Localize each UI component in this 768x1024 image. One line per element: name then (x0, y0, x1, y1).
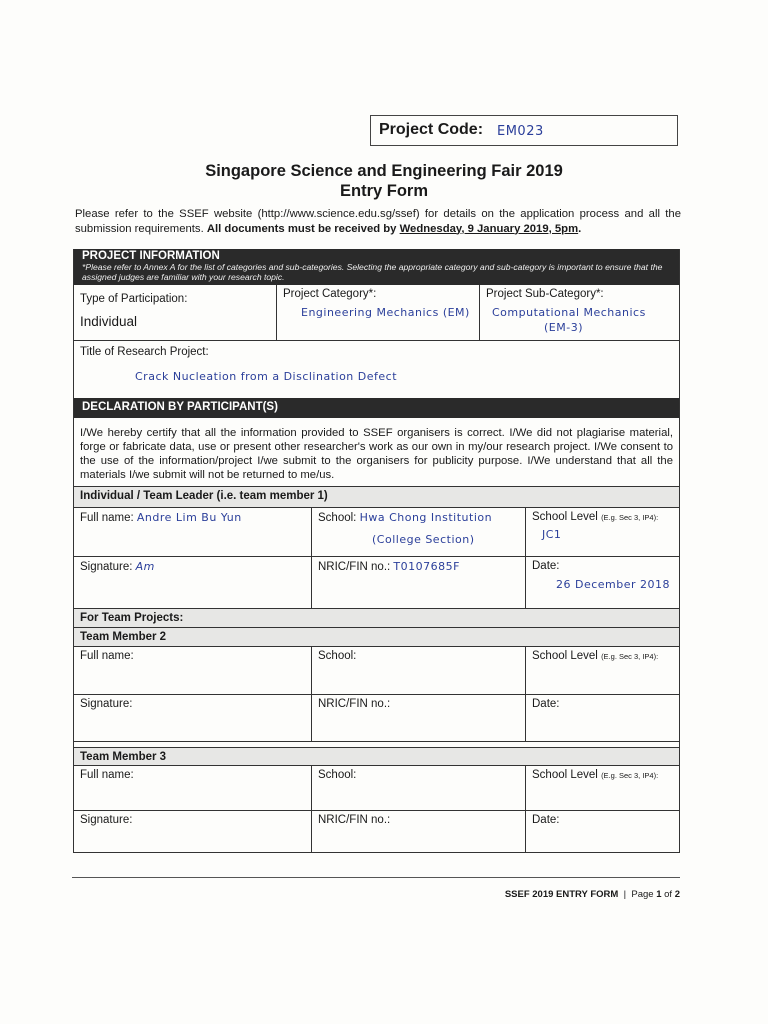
team-projects-header: For Team Projects: (74, 608, 679, 628)
leader-row-2 (74, 557, 679, 608)
footer-separator: | (623, 889, 627, 900)
member2-full-name-cell[interactable] (74, 647, 312, 694)
project-info-row (74, 285, 679, 341)
school-level-label: School Level (532, 769, 598, 781)
leader-full-name-cell[interactable] (74, 508, 312, 556)
member3-school-level-cell[interactable] (526, 766, 679, 810)
signature-label: Signature: (80, 698, 133, 710)
project-info-header (74, 249, 679, 285)
deadline: Wednesday, 9 January 2019, 5pm (399, 222, 579, 235)
school-level-hint: (E.g. Sec 3, IP4): (601, 513, 659, 522)
intro-paragraph (75, 207, 681, 236)
footer-page-word: Page (631, 889, 654, 900)
team-member-3-header: Team Member 3 (74, 747, 679, 766)
participation-cell[interactable] (74, 285, 277, 340)
category-label: Project Category*: (283, 288, 377, 300)
school-level-label: School Level (532, 511, 598, 523)
team-section (73, 608, 680, 853)
member2-school-level-cell[interactable] (526, 647, 679, 694)
footer-of-word: of (664, 889, 673, 900)
date-label: Date: (532, 698, 560, 710)
research-title-label: Title of Research Project: (80, 346, 209, 358)
leader-signature: Am (135, 560, 155, 573)
subcategory-label: Project Sub-Category*: (486, 288, 604, 300)
date-label: Date: (532, 560, 560, 572)
project-info-section (73, 249, 680, 398)
subcategory-code: (EM-3) (544, 321, 583, 334)
member3-row-1 (74, 766, 679, 811)
school-level-label: School Level (532, 650, 598, 662)
research-title-value: Crack Nucleation from a Disclination Defect (135, 370, 398, 383)
member2-row-2 (74, 695, 679, 742)
school-label: School: (318, 512, 357, 524)
project-info-note: *Please refer to Annex A for the list of categories and sub-categories. Selecting the appropriate category and sub-category is important to ensure that the assigned judges are familiar with your research topic. (82, 262, 663, 282)
subcategory-value: Computational Mechanics (492, 306, 646, 319)
project-info-title: PROJECT INFORMATION (82, 250, 220, 262)
leader-school-cell[interactable] (312, 508, 526, 556)
category-cell[interactable] (277, 285, 480, 340)
member2-date-cell[interactable] (526, 695, 679, 741)
form-subtitle: Entry Form (339, 182, 428, 200)
leader-school-level-cell[interactable] (526, 508, 679, 556)
member3-row-2 (74, 811, 679, 853)
footer-page-number: 1 (656, 889, 662, 900)
declaration-text: I/We hereby certify that all the information provided to SSEF organisers is correct. I/We did not plagiarise material, forge or fabricate data, use or present other researcher's work as our own in my/our research project. I/We consent to the use of the information/project I/we submit to the organisers for publicity purpose. I/We understand that all the materials I/we submit will not be returned to me/us. (74, 418, 679, 487)
signature-label: Signature: (80, 561, 133, 573)
signature-label: Signature: (80, 814, 133, 826)
project-code-box (370, 115, 678, 146)
nric-label: NRIC/FIN no.: (318, 561, 391, 573)
footer (380, 889, 680, 900)
leader-header: Individual / Team Leader (i.e. team member 1) (74, 487, 679, 508)
project-code-value: EM023 (497, 124, 544, 139)
member2-row-1 (74, 647, 679, 695)
intro-bold: All documents must be received by (206, 222, 400, 235)
intro-text: Please refer to the SSEF website ( (75, 208, 262, 220)
participation-label: Type of Participation: (80, 293, 188, 305)
member2-signature-cell[interactable] (74, 695, 312, 741)
leader-nric-cell[interactable] (312, 557, 526, 608)
intro-text-2: ) for details on the application process and all the submission requirements. (75, 208, 681, 235)
declaration-title: DECLARATION BY PARTICIPANT(S) (82, 401, 278, 413)
member3-nric-cell[interactable] (312, 811, 526, 852)
research-title-cell[interactable] (74, 341, 679, 398)
declaration-header (74, 398, 679, 418)
leader-school-level: JC1 (542, 528, 562, 541)
school-label: School: (318, 650, 357, 662)
leader-row-1 (74, 508, 679, 557)
nric-label: NRIC/FIN no.: (318, 698, 391, 710)
form-title: Singapore Science and Engineering Fair 2019 (205, 162, 563, 180)
footer-page-total: 2 (674, 889, 680, 900)
member3-full-name-cell[interactable] (74, 766, 312, 810)
category-value: Engineering Mechanics (EM) (301, 306, 470, 319)
leader-school-section: (College Section) (372, 533, 475, 546)
school-level-hint: (E.g. Sec 3, IP4): (601, 771, 659, 780)
leader-full-name: Andre Lim Bu Yun (136, 511, 242, 524)
school-label: School: (318, 769, 357, 781)
member3-signature-cell[interactable] (74, 811, 312, 852)
date-label: Date: (532, 814, 560, 826)
footer-form-name: SSEF 2019 ENTRY FORM (504, 889, 619, 900)
intro-end: . (578, 222, 582, 235)
footer-divider (72, 877, 680, 878)
full-name-label: Full name: (80, 512, 134, 524)
member3-date-cell[interactable] (526, 811, 679, 852)
full-name-label: Full name: (80, 650, 134, 662)
leader-school: Hwa Chong Institution (359, 511, 493, 524)
nric-label: NRIC/FIN no.: (318, 814, 391, 826)
full-name-label: Full name: (80, 769, 134, 781)
leader-date: 26 December 2018 (556, 578, 671, 591)
project-code-label: Project Code: (379, 121, 484, 138)
member2-school-cell[interactable] (312, 647, 526, 694)
ssef-website-link[interactable]: http://www.science.edu.sg/ssef (261, 208, 416, 220)
leader-nric: T0107685F (393, 560, 460, 573)
team-member-2-header: Team Member 2 (74, 628, 679, 647)
member2-nric-cell[interactable] (312, 695, 526, 741)
leader-date-cell[interactable] (526, 557, 679, 608)
member3-school-cell[interactable] (312, 766, 526, 810)
leader-signature-cell[interactable] (74, 557, 312, 608)
participation-value: Individual (80, 314, 138, 329)
declaration-section (73, 398, 680, 608)
school-level-hint: (E.g. Sec 3, IP4): (601, 652, 659, 661)
subcategory-cell[interactable] (480, 285, 679, 340)
